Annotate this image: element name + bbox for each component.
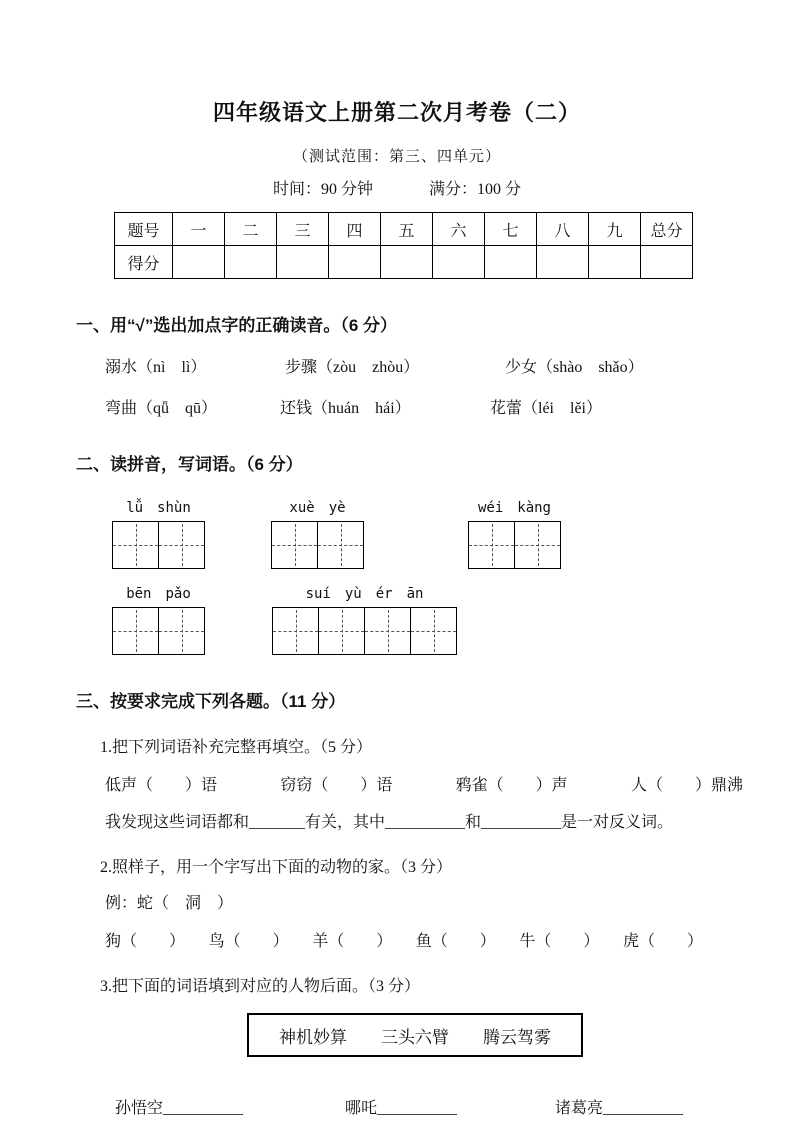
q2-animals-line (105, 928, 703, 951)
pinyin-label: bēn pǎo (126, 586, 191, 602)
writing-grid (112, 521, 205, 569)
score-table-cell: 五 (381, 213, 433, 246)
full-score-label: 满分：100 分 (429, 181, 522, 198)
score-table-empty-cell (537, 246, 589, 279)
score-table-empty-cell (433, 246, 485, 279)
section1-options-row1 (105, 354, 794, 377)
score-table-cell: 七 (485, 213, 537, 246)
q2-example: 例：蛇（ 洞 ） (105, 895, 234, 912)
score-table-cell: 二 (225, 213, 277, 246)
section2-heading: 二、读拼音，写词语。（6 分） (76, 455, 303, 474)
animal-blank-item: 羊（ ） (312, 933, 393, 950)
score-table-cell: 总分 (641, 213, 693, 246)
writing-grid (272, 607, 457, 655)
writing-grid (112, 607, 205, 655)
score-table-cell: 三 (277, 213, 329, 246)
score-table-header-row (115, 213, 693, 246)
score-table-empty-cell (641, 246, 693, 279)
q1-prompt: 1.把下列词语补充完整再填空。（5 分） (100, 739, 373, 756)
idiom-blank-item: 人（ ）鼎沸 (630, 777, 743, 794)
writing-grid-cell (159, 522, 204, 568)
score-table-empty-cell (381, 246, 433, 279)
writing-grid-cell (113, 608, 159, 654)
pinyin-label: xuè yè (289, 500, 346, 516)
pinyin-word-group (112, 497, 205, 569)
score-table-empty-cell (225, 246, 277, 279)
word-bank-item: 腾云驾雾 (483, 1027, 551, 1047)
score-table-cell: 九 (589, 213, 641, 246)
score-table-cell: 六 (433, 213, 485, 246)
pinyin-word-group (272, 583, 457, 655)
idiom-blank-item: 窃窃（ ）语 (280, 777, 393, 794)
q1-fill-line: 我发现这些词语都和_______有关，其中__________和__________是一对反义词。 (105, 814, 674, 831)
animal-blank-item: 牛（ ） (519, 933, 600, 950)
pinyin-word-group (112, 583, 205, 655)
score-table-cell-score: 得分 (115, 246, 173, 279)
section3-heading: 三、按要求完成下列各题。（11 分） (76, 692, 346, 711)
word-bank-item: 神机妙算 (279, 1027, 347, 1047)
writing-grid-cell (272, 522, 318, 568)
score-table-empty-cell (485, 246, 537, 279)
score-table-empty-cell (173, 246, 225, 279)
person-blank-item: 诸葛亮__________ (555, 1100, 684, 1117)
score-table-empty-cell (589, 246, 641, 279)
word-bank-item: 三头六臂 (381, 1027, 449, 1047)
score-table-score-row (115, 246, 693, 279)
writing-grid-cell (469, 522, 515, 568)
pronunciation-item: 少女（shào shǎo） (505, 359, 644, 376)
writing-grid-cell (319, 608, 365, 654)
pinyin-grid-row1 (112, 497, 794, 569)
score-table (114, 212, 693, 279)
score-table-empty-cell (277, 246, 329, 279)
pronunciation-item: 溺水（nì lì） (105, 359, 207, 376)
writing-grid (468, 521, 561, 569)
idiom-blank-item: 低声（ ）语 (105, 777, 218, 794)
writing-grid-cell (411, 608, 456, 654)
score-table-empty-cell (329, 246, 381, 279)
pronunciation-item: 步骤（zòu zhòu） (285, 359, 420, 376)
score-table-cell: 八 (537, 213, 589, 246)
time-score-line (0, 176, 794, 199)
section1-options-row2 (105, 395, 794, 418)
q3-prompt: 3.把下面的词语填到对应的人物后面。（3 分） (100, 978, 421, 995)
writing-grid-cell (515, 522, 560, 568)
page-title: 四年级语文上册第二次月考卷（二） (212, 100, 581, 125)
writing-grid-cell (113, 522, 159, 568)
pinyin-label: suí yù ér ān (305, 586, 424, 602)
writing-grid-cell (273, 608, 319, 654)
writing-grid-cell (159, 608, 204, 654)
writing-grid-cell (318, 522, 363, 568)
pronunciation-item: 弯曲（qǖ qū） (105, 400, 218, 417)
q2-prompt: 2.照样子，用一个字写出下面的动物的家。（3 分） (100, 859, 453, 876)
writing-grid-cell (365, 608, 411, 654)
idiom-blank-item: 鸦雀（ ）声 (455, 777, 568, 794)
animal-blank-item: 狗（ ） (105, 933, 186, 950)
pinyin-label: wéi kàng (477, 500, 551, 516)
pinyin-label: lǚ shùn (126, 500, 191, 516)
q3-word-bank-box (247, 1013, 583, 1057)
person-blank-item: 哪吒__________ (345, 1100, 458, 1117)
pronunciation-item: 花蕾（léi lěi） (490, 400, 602, 417)
test-scope-subtitle: （测试范围：第三、四单元） (292, 149, 501, 165)
animal-blank-item: 鸟（ ） (208, 933, 289, 950)
pronunciation-item: 还钱（huán hái） (280, 400, 411, 417)
section1-heading: 一、用“√”选出加点字的正确读音。（6 分） (76, 316, 398, 335)
q1-words-line (105, 772, 743, 795)
person-blank-item: 孙悟空__________ (115, 1100, 244, 1117)
pinyin-word-group (468, 497, 561, 569)
score-table-cell: 四 (329, 213, 381, 246)
pinyin-word-group (271, 497, 364, 569)
animal-blank-item: 虎（ ） (622, 933, 703, 950)
pinyin-grid-row2 (112, 583, 794, 655)
q3-persons-line (115, 1095, 794, 1118)
animal-blank-item: 鱼（ ） (415, 933, 496, 950)
score-table-cell-question-number: 题号 (115, 213, 173, 246)
score-table-cell: 一 (173, 213, 225, 246)
writing-grid (271, 521, 364, 569)
time-label: 时间：90 分钟 (272, 181, 373, 198)
